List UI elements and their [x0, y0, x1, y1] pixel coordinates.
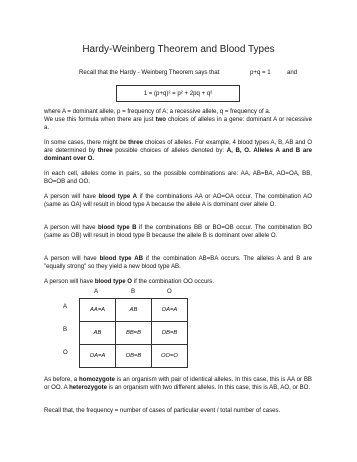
paragraph-blood-type-o [44, 278, 312, 286]
paragraph-text: if the combinations AA or AO=OA occur. The combination AO (same as OA) will result in blood type A because the allele A is dominant over allele O. [44, 193, 312, 208]
paragraph-zygotes [44, 376, 312, 392]
paragraph-emphasis: homozygote [79, 376, 115, 383]
paragraph-text: A person will have [44, 224, 99, 231]
document-title: Hardy-Weinberg Theorem and Blood Types [82, 44, 275, 55]
table-row [80, 322, 188, 345]
table-row [80, 345, 188, 368]
paragraph-three-alleles [44, 139, 312, 162]
paragraph-emphasis: blood type A [98, 193, 138, 200]
punnett-square [79, 298, 188, 368]
paragraph-frequency: Recall that, the frequency = number of cases of particular event / total number of cases. [44, 407, 281, 414]
paragraph-text: if the combination OO occurs. [132, 278, 215, 285]
paragraph-text: As before, a [44, 376, 79, 383]
table-cell: OA=A [151, 299, 187, 322]
paragraph-emphasis: heterozygote [69, 383, 107, 391]
paragraph-emphasis: three [128, 139, 143, 146]
paragraph-blood-type-b [44, 224, 312, 240]
recall-text: Recall that the Hardy - Weinberg Theorem says that [79, 69, 220, 76]
row-header: O [63, 349, 68, 356]
paragraph-text: We use this formula when there are just [44, 115, 156, 123]
table-cell: BB=B [115, 322, 151, 345]
recall-line [79, 69, 219, 76]
paragraph-emphasis: blood type B [98, 224, 137, 231]
column-header: A [94, 288, 99, 295]
paragraph-emphasis: blood type O [94, 278, 133, 285]
paragraph-text: In some cases, there might be [44, 139, 129, 146]
paragraph-emphasis: A, B, O. [226, 146, 251, 154]
row-header: B [63, 326, 68, 333]
table-cell: OB=B [151, 322, 187, 345]
hardy-weinberg-formula-box: 1 = (p+q)² = p² + 2pq + q² [116, 85, 240, 102]
recall-equation: p+q = 1 [250, 69, 271, 76]
paragraph-emphasis: two [155, 115, 166, 123]
column-header: O [167, 288, 172, 295]
paragraph-text: if the combination AB=BA occurs. The alleles A and B are "equally strong" so they yield a new blood type AB. [44, 255, 312, 270]
paragraph-blood-type-ab [44, 255, 312, 271]
paragraph-text: A person will have [44, 278, 95, 285]
paragraph-definitions [44, 108, 312, 131]
paragraph-emphasis: blood type AB [99, 255, 144, 262]
paragraph-text: A person will have [44, 255, 100, 262]
paragraph-text: is an organism with two different alleles. In this case, this is AB, AO, or BO. [107, 383, 311, 391]
table-cell: AB [115, 299, 151, 322]
paragraph-text: A person will have [44, 193, 99, 200]
paragraph-text: is an organism with pair of identical alleles. In this case, this is AA or BB or OO. A [44, 376, 312, 391]
paragraph-text: choices of alleles in a gene: dominant A or recessive a. [44, 115, 312, 131]
table-cell: OO=O [151, 345, 187, 368]
table-row [80, 299, 188, 322]
column-header: B [131, 288, 136, 295]
paragraph-blood-type-a [44, 193, 312, 209]
table-cell: AA=A [80, 299, 116, 322]
paragraph-emphasis: three [97, 146, 113, 154]
table-cell: OB=B [115, 345, 151, 368]
table-cell: AB [80, 322, 116, 345]
recall-and: and [287, 69, 298, 76]
paragraph-text: where A = dominant allele, p = frequency of A; a recessive allele, q = frequency of a. [44, 108, 271, 115]
paragraph-text: if the combinations BB or BO=OB occur. The combination BO (same as OB) will result in blood type B because the allele B is dominant over allele O. [44, 224, 312, 239]
table-cell: OA=A [80, 345, 116, 368]
paragraph-text: possible choices of alleles denoted by: [112, 146, 227, 154]
paragraph-emphasis: Alleles A and B are dominant over O. [44, 146, 312, 162]
paragraph-text: choices of alleles. For example, 4 blood types A, B, AB and O are determined by [44, 139, 312, 154]
row-header: A [63, 303, 68, 310]
paragraph-combinations: In each cell, alleles come in pairs, so the possible combinations are: AA, AB=BA, AO=OA, BB, BO=OB and OO. [44, 170, 312, 185]
